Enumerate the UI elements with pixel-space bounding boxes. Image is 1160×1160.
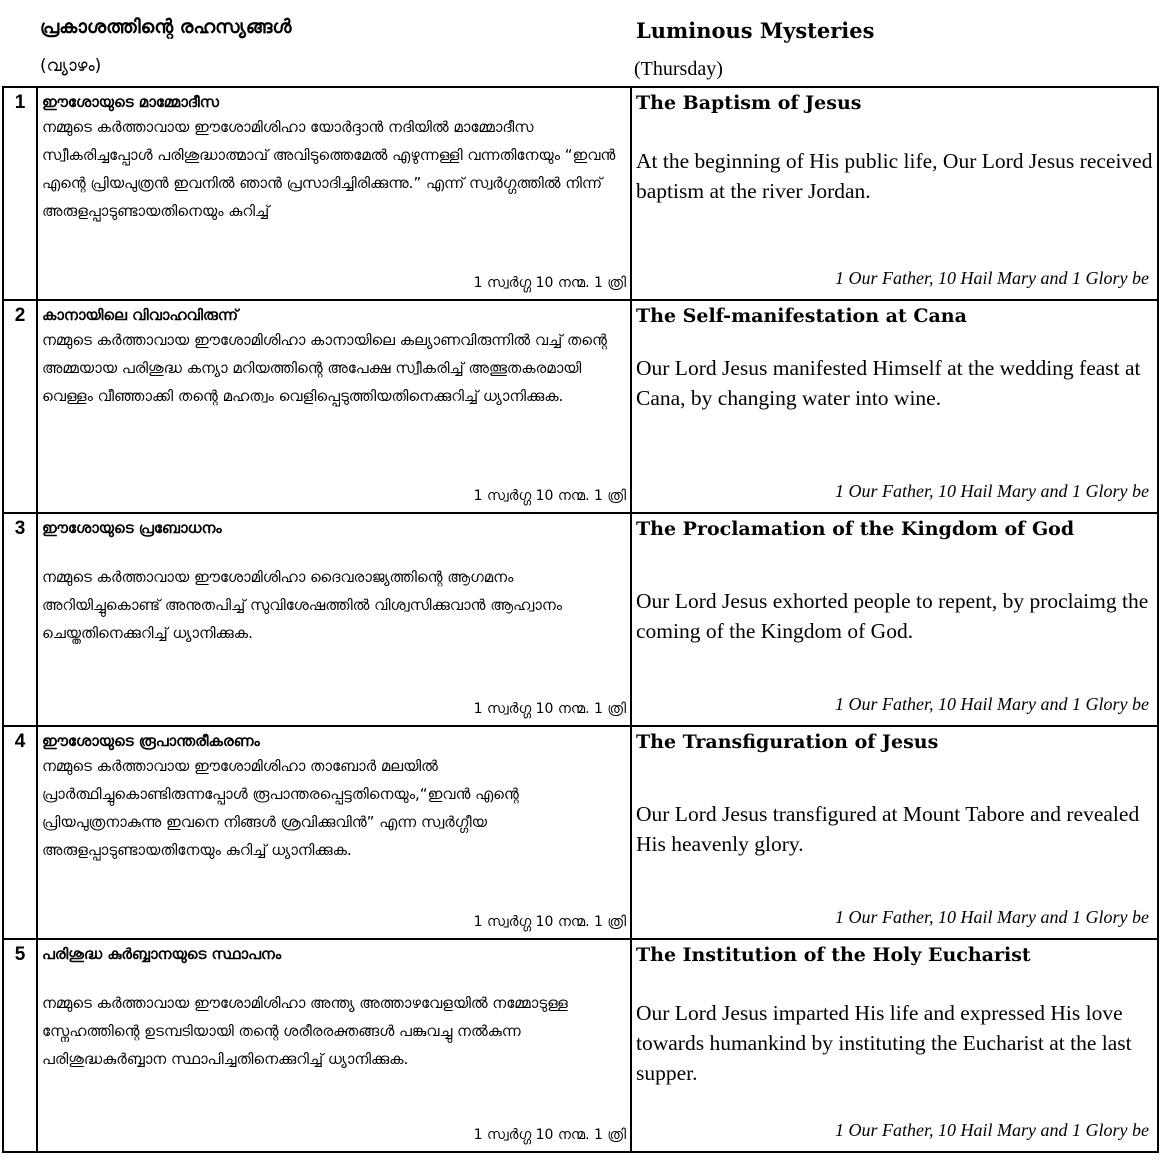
mystery-number: 3: [3, 513, 37, 726]
malayalam-cell: [37, 87, 631, 300]
malayalam-mystery-title: ഈശോയുടെ മാമ്മോദീസ: [42, 93, 219, 111]
english-meditation-text: At the beginning of His public life, Our Lord Jesus received baptism at the river Jordan.: [636, 149, 1153, 203]
malayalam-cell: [37, 513, 631, 726]
mystery-row: [3, 939, 1158, 1152]
english-prayer-count: 1 Our Father, 10 Hail Mary and 1 Glory be: [835, 1120, 1149, 1140]
malayalam-cell: [37, 726, 631, 939]
malayalam-meditation-text: നമ്മുടെ കർത്താവായ ഈശോമിശിഹാ യോർദ്ദാൻ നദിയിൽ മാമ്മോദീസ സ്വീകരിച്ചപ്പോൾ പരിശുദ്ധാത്മാവ് അവിടുത്തെമേൽ എഴുന്നള്ളി വന്നതിനേയും “ഇവൻ എന്റെ പ്രിയപുത്രൻ ഇവനിൽ ഞാൻ പ്രസാദിച്ചിരിക്കുന്നു.” എന്ന് സ്വർഗ്ഗത്തിൽ നിന്ന് അരുളപ്പാടുണ്ടായതിനെയും കുറിച്ച്: [42, 118, 616, 220]
english-mystery-title: The Transfiguration of Jesus: [636, 731, 939, 753]
english-prayer-count: 1 Our Father, 10 Hail Mary and 1 Glory be: [835, 268, 1149, 288]
english-prayer-count: 1 Our Father, 10 Hail Mary and 1 Glory be: [835, 481, 1149, 501]
malayalam-day-label: (വ്യാഴം): [40, 56, 102, 76]
english-prayer-count: 1 Our Father, 10 Hail Mary and 1 Glory be: [835, 694, 1149, 714]
malayalam-mystery-title: ഈശോയുടെ പ്രബോധനം: [42, 519, 222, 537]
english-cell: [631, 939, 1158, 1152]
english-prayer-count: 1 Our Father, 10 Hail Mary and 1 Glory be: [835, 907, 1149, 927]
english-meditation-text: Our Lord Jesus manifested Himself at the wedding feast at Cana, by changing water into wine.: [636, 356, 1141, 410]
mystery-number: 5: [3, 939, 37, 1152]
malayalam-mystery-title: ഈശോയുടെ രൂപാന്തരീകരണം: [42, 732, 260, 750]
english-mystery-title: The Baptism of Jesus: [636, 92, 862, 114]
malayalam-meditation-text: നമ്മുടെ കർത്താവായ ഈശോമിശിഹാ താബോർ മലയിൽ പ്രാർത്ഥിച്ചുകൊണ്ടിരുന്നപ്പോൾ രൂപാന്തരപ്പെട്ടതിനെയും,“ഇവൻ എന്റെ പ്രിയപുത്രനാകുന്നു ഇവനെ നിങ്ങൾ ശ്രവിക്കുവിൻ” എന്ന സ്വർഗ്ഗീയ അരുളപ്പാടുണ്ടായതിനേയും കുറിച്ച് ധ്യാനിക്കുക.: [42, 757, 519, 859]
mystery-row: [3, 513, 1158, 726]
english-mystery-title: The Proclamation of the Kingdom of God: [636, 518, 1075, 540]
malayalam-prayer-count: 1 സ്വർഗ്ഗ 10 നന്മ. 1 ത്രി: [473, 488, 626, 504]
malayalam-mystery-title: പരിശുദ്ധ കുർബ്ബാനയുടെ സ്ഥാപനം: [42, 945, 282, 963]
english-meditation-text: Our Lord Jesus transfigured at Mount Tabore and revealed His heavenly glory.: [636, 802, 1140, 856]
english-cell: [631, 726, 1158, 939]
malayalam-page-title: പ്രകാശത്തിന്റെ രഹസ്യങ്ങൾ: [40, 16, 292, 38]
english-meditation-text: Our Lord Jesus exhorted people to repent, by proclaimg the coming of the Kingdom of God.: [636, 589, 1149, 643]
mystery-row: [3, 87, 1158, 300]
malayalam-prayer-count: 1 സ്വർഗ്ഗ 10 നന്മ. 1 ത്രി: [473, 275, 626, 291]
mystery-number: 2: [3, 300, 37, 513]
malayalam-cell: [37, 300, 631, 513]
mystery-number: 4: [3, 726, 37, 939]
malayalam-meditation-text: നമ്മുടെ കർത്താവായ ഈശോമിശിഹാ കാനായിലെ കല്യാണവിരുന്നിൽ വച്ച് തന്റെ അമ്മയായ പരിശുദ്ധ കന്യാ മറിയത്തിന്റെ അപേക്ഷ സ്വീകരിച്ച് അത്ഭുതകരമായി വെള്ളം വീഞ്ഞാക്കി തന്റെ മഹത്വം വെളിപ്പെടുത്തിയതിനെക്കുറിച്ച് ധ്യാനിക്കുക.: [42, 331, 607, 405]
mystery-row: [3, 300, 1158, 513]
english-mystery-title: The Self-manifestation at Cana: [636, 305, 967, 327]
english-day-label: (Thursday): [634, 58, 723, 80]
malayalam-cell: [37, 939, 631, 1152]
malayalam-prayer-count: 1 സ്വർഗ്ഗ 10 നന്മ. 1 ത്രി: [473, 1127, 626, 1143]
english-mystery-title: The Institution of the Holy Eucharist: [636, 944, 1031, 966]
english-cell: [631, 300, 1158, 513]
malayalam-meditation-text: നമ്മുടെ കർത്താവായ ഈശോമിശിഹാ ദൈവരാജ്യത്തിന്റെ ആഗമനം അറിയിച്ചുകൊണ്ട് അനുതപിച്ച് സുവിശേഷത്തിൽ വിശ്വസിക്കുവാൻ ആഹ്വാനം ചെയ്തതിനെക്കുറിച്ച് ധ്യാനിക്കുക.: [42, 568, 563, 642]
english-page-title: Luminous Mysteries: [636, 18, 875, 43]
english-meditation-text: Our Lord Jesus imparted His life and expressed His love towards humankind by instituting the Eucharist at the last supper.: [636, 1001, 1132, 1085]
english-cell: [631, 513, 1158, 726]
mystery-number: 1: [3, 87, 37, 300]
mystery-row: [3, 726, 1158, 939]
malayalam-meditation-text: നമ്മുടെ കർത്താവായ ഈശോമിശിഹാ അന്ത്യ അത്താഴവേളയിൽ നമ്മോടുള്ള സ്നേഹത്തിന്റെ ഉടമ്പടിയായി തന്റെ ശരീരരക്തങ്ങൾ പങ്കുവച്ചു നൽകുന്ന പരിശുദ്ധകുർബ്ബാന സ്ഥാപിച്ചതിനെക്കുറിച്ച് ധ്യാനിക്കുക.: [42, 994, 568, 1068]
malayalam-prayer-count: 1 സ്വർഗ്ഗ 10 നന്മ. 1 ത്രി: [473, 914, 626, 930]
malayalam-mystery-title: കാനായിലെ വിവാഹവിരുന്ന്: [42, 306, 238, 324]
mysteries-table: [2, 86, 1159, 1153]
malayalam-prayer-count: 1 സ്വർഗ്ഗ 10 നന്മ. 1 ത്രി: [473, 701, 626, 717]
english-cell: [631, 87, 1158, 300]
